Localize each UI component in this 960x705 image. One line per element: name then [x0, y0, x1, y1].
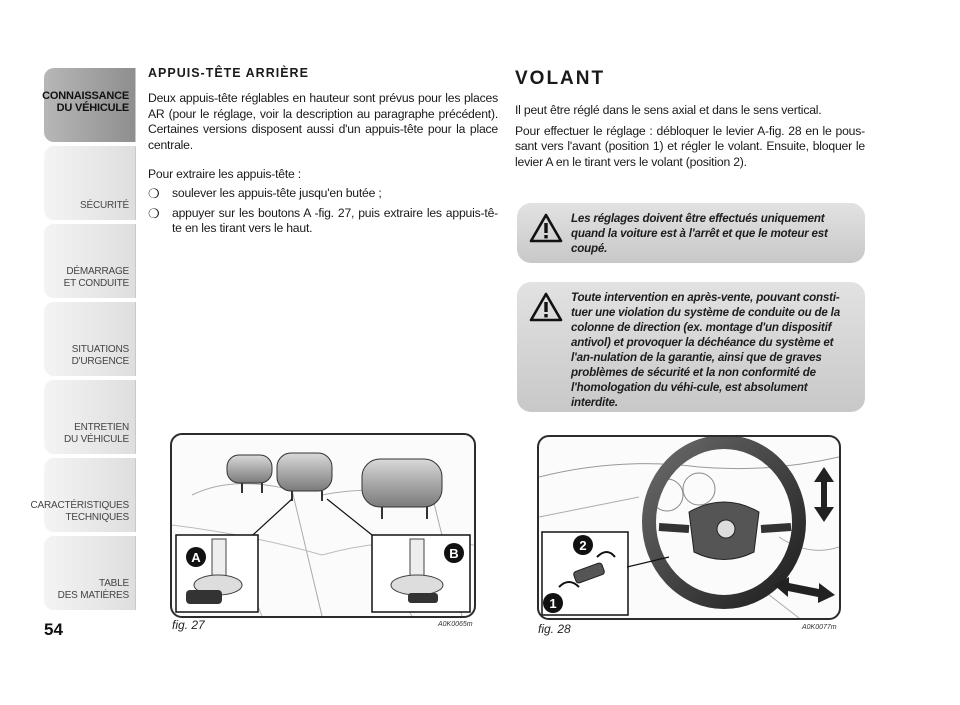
tab-situations-d-urgence[interactable] [44, 302, 136, 376]
tab-label: TABLE DES MATIÈRES [57, 578, 129, 601]
list-item-text: appuyer sur les boutons A -fig. 27, puis extraire les appuis-tê-te en les tirant vers le haut. [172, 205, 498, 236]
tab-table-des-matieres[interactable] [44, 536, 136, 610]
list-item-text: soulever les appuis-tête jusqu'en butée ; [172, 185, 382, 200]
tab-demarrage-et-conduite[interactable] [44, 224, 136, 298]
warning-triangle-icon [529, 213, 563, 243]
tab-entretien-du-vehicule[interactable] [44, 380, 136, 454]
tab-label: CARACTÉRISTIQUES TECHNIQUES [30, 500, 129, 523]
steering-wheel-section [515, 68, 865, 170]
tab-label: ENTRETIEN DU VÉHICULE [63, 422, 129, 445]
paragraph: Il peut être réglé dans le sens axial et dans le sens vertical. [515, 103, 822, 117]
marker-1-label: 1 [549, 596, 557, 611]
page-number: 54 [44, 620, 63, 639]
figure-caption: fig. 27 [172, 618, 205, 632]
list-item [148, 186, 498, 202]
warning-text: Les réglages doivent être effectués uniquement quand la voiture est à l'arrêt et que le moteur est coupé. [571, 212, 828, 255]
bullet-circle-icon: ❍ [148, 205, 160, 221]
figure-code: A0K0077m [802, 624, 837, 631]
warning-box [517, 203, 865, 263]
rear-headrests-illustration [172, 435, 474, 616]
tab-label: SITUATIONS D'URGENCE [71, 344, 129, 367]
figure-caption: fig. 28 [538, 622, 571, 636]
list-item [148, 206, 498, 237]
section-heading: VOLANT [515, 68, 606, 89]
tab-label: SÉCURITÉ [80, 200, 129, 211]
paragraph: Deux appuis-tête réglables en hauteur sont prévus pour les places AR (pour le réglage, voir la description au paragraphe précédent). Certaines versions disposent aussi d'un appuis-tête pour la place centrale. [148, 91, 498, 152]
steering-wheel-illustration [539, 437, 839, 618]
bullet-list [148, 186, 498, 237]
marker-a-label: A [191, 550, 201, 565]
figure-code: A0K0065m [438, 621, 473, 628]
marker-b-label: B [449, 546, 459, 561]
warning-text: Toute intervention en après-vente, pouvant consti-tuer une violation du système de conduite ou de la colonne de direction (ex. montage d'un dispositif antivol) et provoquer la déchéance du système et l'an-nulation de la garantie, ainsi que de graves problèmes de sécurité et la non conformité de l'homologation du véhi-cule, est absolument interdite. [571, 291, 840, 409]
marker-2-label: 2 [579, 538, 587, 553]
paragraph: Pour extraire les appuis-tête : [148, 167, 301, 182]
tab-connaissance-du-vehicule[interactable] [44, 68, 136, 142]
tab-label: DÉMARRAGE ET CONDUITE [63, 266, 129, 289]
bullet-circle-icon: ❍ [148, 185, 160, 201]
tab-securite[interactable] [44, 146, 136, 220]
warning-box [517, 282, 865, 412]
rear-headrests-section [148, 66, 498, 241]
warning-triangle-icon [529, 292, 563, 322]
tab-label: CONNAISSANCE DU VÉHICULE [42, 90, 129, 114]
paragraph: Pour effectuer le réglage : débloquer le levier A-fig. 28 en le pous-sant vers l'avant (position 1) et régler le volant. Ensuite, bloquer le levier A en le tirant vers le volant (position 2). [515, 123, 865, 169]
section-heading: APPUIS-TÊTE ARRIÈRE [148, 66, 309, 80]
tab-caracteristiques-techniques[interactable] [30, 458, 136, 532]
figure-rear-headrests [170, 433, 476, 618]
figure-steering-wheel [537, 435, 841, 620]
